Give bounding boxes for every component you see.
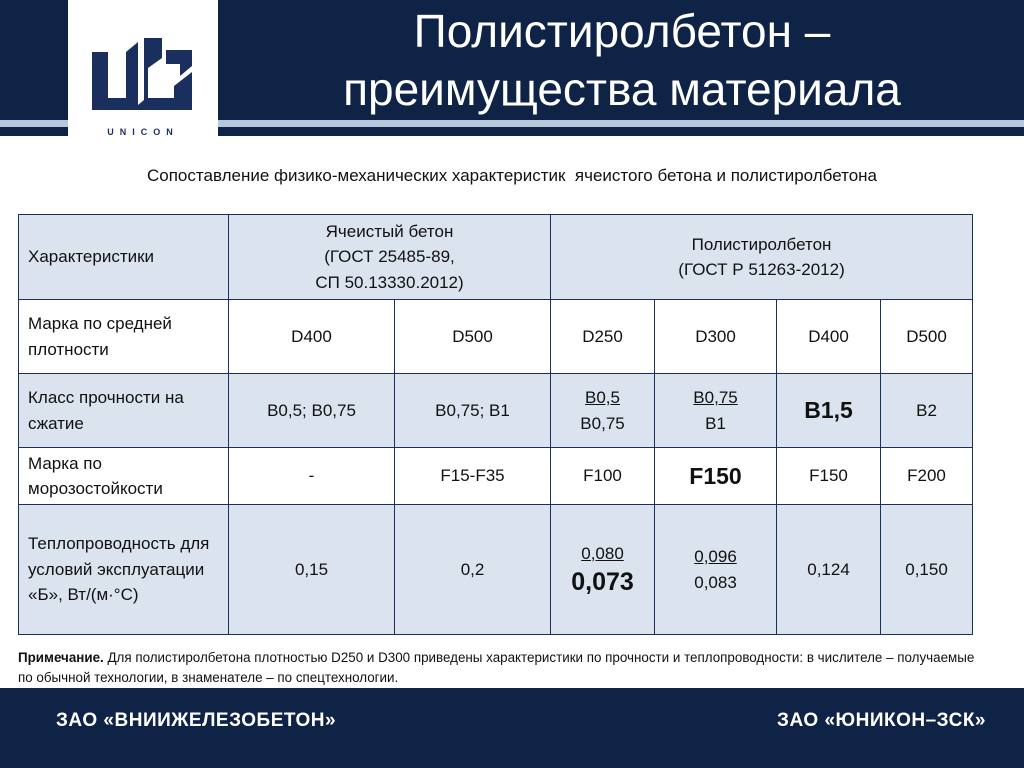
header-polystyrene-concrete xyxy=(551,215,973,300)
table-row xyxy=(19,505,973,635)
table-row xyxy=(19,374,973,448)
table-cell: B0,75; B1 xyxy=(395,374,551,448)
table-cell-fraction xyxy=(551,374,655,448)
footnote-label: Примечание. xyxy=(18,650,104,665)
header-cellular-line: СП 50.13330.2012) xyxy=(315,272,464,292)
fraction-denominator: 0,073 xyxy=(571,568,634,596)
header-cellular-line: (ГОСТ 25485-89, xyxy=(324,247,455,267)
table-cell: 0,124 xyxy=(777,505,881,635)
row-label-strength: Класс прочности на сжатие xyxy=(19,374,229,448)
table-caption: Сопоставление физико-механических характеристик ячеистого бетона и полистиролбетона xyxy=(147,166,877,185)
table-cell: D500 xyxy=(881,300,973,374)
title-line-2: преимущества материала xyxy=(343,63,901,115)
fraction-denominator: B0,75 xyxy=(580,413,625,433)
table-cell-fraction xyxy=(655,505,777,635)
table-cell: - xyxy=(229,448,395,505)
row-label-density: Марка по средней плотности xyxy=(19,300,229,374)
fraction-numerator: 0,096 xyxy=(694,547,737,566)
fraction-denominator: 0,083 xyxy=(694,572,737,592)
footnote xyxy=(18,648,978,688)
table-header-row xyxy=(19,215,973,300)
company-logo xyxy=(68,0,218,143)
fraction-numerator: B0,5 xyxy=(585,388,620,407)
logo-text: UNICON xyxy=(107,127,179,137)
title-line-1: Полистиролбетон – xyxy=(413,5,831,57)
header-characteristics: Характеристики xyxy=(19,215,229,300)
table-cell-highlight: B1,5 xyxy=(777,374,881,448)
footer-company-left: ЗАО «ВНИИЖЕЛЕЗОБЕТОН» xyxy=(56,710,337,731)
page-title xyxy=(222,2,1022,118)
header-polystyrene-line: Полистиролбетон xyxy=(691,234,832,254)
table-cell: D300 xyxy=(655,300,777,374)
table-cell: D500 xyxy=(395,300,551,374)
comparison-table xyxy=(18,214,973,635)
table-cell: F100 xyxy=(551,448,655,505)
table-row xyxy=(19,448,973,505)
table-cell: D250 xyxy=(551,300,655,374)
row-label-thermal: Теплопроводность для условий эксплуатации «Б», Вт/(м·°С) xyxy=(19,505,229,635)
table-cell: 0,15 xyxy=(229,505,395,635)
header-polystyrene-line: (ГОСТ Р 51263-2012) xyxy=(678,260,845,279)
footer-company-right: ЗАО «ЮНИКОН–ЗСК» xyxy=(777,710,986,731)
table-cell-fraction xyxy=(551,505,655,635)
table-cell: B2 xyxy=(881,374,973,448)
table-cell-fraction xyxy=(655,374,777,448)
footnote-text: Для полистиролбетона плотностью D250 и D300 приведены характеристики по прочности и теплопроводности: в числителе – получаемые по обычной технологии, в знаменателе – по спецтехнологии. xyxy=(18,650,975,685)
fraction-numerator: B0,75 xyxy=(693,388,738,407)
table-cell-highlight: F150 xyxy=(655,448,777,505)
unicon-logo-icon xyxy=(92,38,192,114)
table-cell: F15-F35 xyxy=(395,448,551,505)
table-cell: F150 xyxy=(777,448,881,505)
table-cell: D400 xyxy=(229,300,395,374)
header-cellular-line: Ячеистый бетон xyxy=(325,221,454,241)
table-cell: F200 xyxy=(881,448,973,505)
table-row xyxy=(19,300,973,374)
table-cell: B0,5; B0,75 xyxy=(229,374,395,448)
fraction-denominator: B1 xyxy=(705,413,726,433)
table-cell: D400 xyxy=(777,300,881,374)
row-label-frost: Марка по морозостойкости xyxy=(19,448,229,505)
header-cellular-concrete xyxy=(229,215,551,300)
table-cell: 0,2 xyxy=(395,505,551,635)
fraction-numerator: 0,080 xyxy=(581,543,624,563)
table-cell: 0,150 xyxy=(881,505,973,635)
